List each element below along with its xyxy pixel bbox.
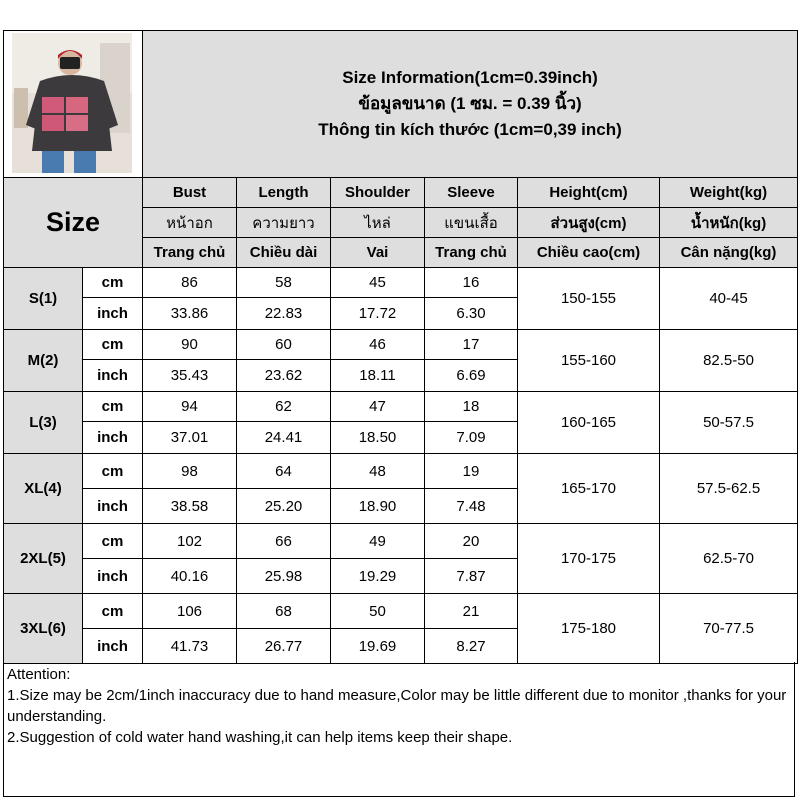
weight-range: 70-77.5 xyxy=(660,594,798,664)
sleeve-cm: 20 xyxy=(425,524,518,559)
col-header-bust-th: หน้าอก xyxy=(143,208,237,238)
attention-notes xyxy=(3,662,795,797)
length-cm: 68 xyxy=(237,594,331,629)
col-header-height-vi: Chiều cao(cm) xyxy=(518,238,660,268)
col-header-shoulder-vi: Vai xyxy=(331,238,425,268)
shoulder-inch: 19.29 xyxy=(331,559,425,594)
sleeve-cm: 18 xyxy=(425,392,518,422)
notes-line-2: 2.Suggestion of cold water hand washing,it can help items keep their shape. xyxy=(7,729,513,746)
col-header-bust: Bust xyxy=(143,178,237,208)
unit-inch: inch xyxy=(83,559,143,594)
length-inch: 25.98 xyxy=(237,559,331,594)
size-chart xyxy=(3,30,797,798)
unit-inch: inch xyxy=(83,489,143,524)
height-range: 155-160 xyxy=(518,330,660,392)
col-header-weight-th: น้ำหนัก(kg) xyxy=(660,208,798,238)
unit-cm: cm xyxy=(83,268,143,298)
size-heading: Size xyxy=(4,178,143,268)
bust-inch: 41.73 xyxy=(143,629,237,664)
sleeve-cm: 17 xyxy=(425,330,518,360)
bust-cm: 94 xyxy=(143,392,237,422)
bust-inch: 38.58 xyxy=(143,489,237,524)
table-row xyxy=(4,454,798,489)
product-photo-cell xyxy=(4,31,143,178)
table-row xyxy=(4,594,798,629)
weight-range: 40-45 xyxy=(660,268,798,330)
height-range: 170-175 xyxy=(518,524,660,594)
shoulder-inch: 18.90 xyxy=(331,489,425,524)
shoulder-cm: 45 xyxy=(331,268,425,298)
table-row xyxy=(4,392,798,422)
shoulder-inch: 17.72 xyxy=(331,298,425,330)
height-range: 150-155 xyxy=(518,268,660,330)
unit-cm: cm xyxy=(83,524,143,559)
col-header-length-vi: Chiều dài xyxy=(237,238,331,268)
size-label: 3XL(6) xyxy=(4,594,83,664)
col-header-sleeve-th: แขนเสื้อ xyxy=(425,208,518,238)
bust-cm: 98 xyxy=(143,454,237,489)
table-row xyxy=(4,268,798,298)
bust-cm: 86 xyxy=(143,268,237,298)
title-vietnamese: Thông tin kích thước (1cm=0,39 inch) xyxy=(318,120,622,139)
height-range: 160-165 xyxy=(518,392,660,454)
col-header-bust-vi: Trang chủ xyxy=(143,238,237,268)
sleeve-inch: 7.87 xyxy=(425,559,518,594)
unit-cm: cm xyxy=(83,454,143,489)
unit-inch: inch xyxy=(83,422,143,454)
unit-cm: cm xyxy=(83,330,143,360)
size-label: 2XL(5) xyxy=(4,524,83,594)
col-header-height-th: ส่วนสูง(cm) xyxy=(518,208,660,238)
weight-range: 62.5-70 xyxy=(660,524,798,594)
bust-inch: 33.86 xyxy=(143,298,237,330)
unit-cm: cm xyxy=(83,594,143,629)
height-range: 175-180 xyxy=(518,594,660,664)
col-header-shoulder: Shoulder xyxy=(331,178,425,208)
unit-cm: cm xyxy=(83,392,143,422)
height-range: 165-170 xyxy=(518,454,660,524)
weight-range: 57.5-62.5 xyxy=(660,454,798,524)
shoulder-inch: 18.50 xyxy=(331,422,425,454)
table-row xyxy=(4,330,798,360)
sleeve-inch: 6.30 xyxy=(425,298,518,330)
sleeve-inch: 7.09 xyxy=(425,422,518,454)
col-header-height: Height(cm) xyxy=(518,178,660,208)
unit-inch: inch xyxy=(83,360,143,392)
weight-range: 82.5-50 xyxy=(660,330,798,392)
shoulder-cm: 48 xyxy=(331,454,425,489)
shoulder-cm: 46 xyxy=(331,330,425,360)
length-inch: 22.83 xyxy=(237,298,331,330)
sleeve-cm: 21 xyxy=(425,594,518,629)
weight-range: 50-57.5 xyxy=(660,392,798,454)
shoulder-cm: 50 xyxy=(331,594,425,629)
size-table xyxy=(3,30,798,664)
notes-heading: Attention: xyxy=(7,666,71,683)
bust-cm: 102 xyxy=(143,524,237,559)
col-header-length: Length xyxy=(237,178,331,208)
col-header-weight: Weight(kg) xyxy=(660,178,798,208)
sleeve-inch: 7.48 xyxy=(425,489,518,524)
length-cm: 58 xyxy=(237,268,331,298)
shoulder-cm: 49 xyxy=(331,524,425,559)
sleeve-cm: 19 xyxy=(425,454,518,489)
sleeve-inch: 6.69 xyxy=(425,360,518,392)
bust-inch: 37.01 xyxy=(143,422,237,454)
bust-cm: 106 xyxy=(143,594,237,629)
size-label: S(1) xyxy=(4,268,83,330)
length-cm: 64 xyxy=(237,454,331,489)
size-label: L(3) xyxy=(4,392,83,454)
sleeve-cm: 16 xyxy=(425,268,518,298)
length-inch: 23.62 xyxy=(237,360,331,392)
unit-inch: inch xyxy=(83,298,143,330)
shoulder-inch: 19.69 xyxy=(331,629,425,664)
length-cm: 60 xyxy=(237,330,331,360)
bust-inch: 35.43 xyxy=(143,360,237,392)
bust-cm: 90 xyxy=(143,330,237,360)
length-cm: 66 xyxy=(237,524,331,559)
table-row xyxy=(4,524,798,559)
col-header-shoulder-th: ไหล่ xyxy=(331,208,425,238)
length-cm: 62 xyxy=(237,392,331,422)
title-thai: ข้อมูลขนาด (1 ซม. = 0.39 นิ้ว) xyxy=(358,94,582,113)
unit-inch: inch xyxy=(83,629,143,664)
col-header-weight-vi: Cân nặng(kg) xyxy=(660,238,798,268)
shoulder-cm: 47 xyxy=(331,392,425,422)
notes-line-1: 1.Size may be 2cm/1inch inaccuracy due to hand measure,Color may be little different due to monitor ,thanks for your understanding. xyxy=(7,687,787,725)
bust-inch: 40.16 xyxy=(143,559,237,594)
col-header-sleeve-vi: Trang chủ xyxy=(425,238,518,268)
col-header-length-th: ความยาว xyxy=(237,208,331,238)
title-block xyxy=(143,31,798,178)
sleeve-inch: 8.27 xyxy=(425,629,518,664)
length-inch: 24.41 xyxy=(237,422,331,454)
size-label: XL(4) xyxy=(4,454,83,524)
col-header-sleeve: Sleeve xyxy=(425,178,518,208)
title-english: Size Information(1cm=0.39inch) xyxy=(342,68,598,87)
length-inch: 25.20 xyxy=(237,489,331,524)
product-photo xyxy=(12,33,132,173)
shoulder-inch: 18.11 xyxy=(331,360,425,392)
size-label: M(2) xyxy=(4,330,83,392)
length-inch: 26.77 xyxy=(237,629,331,664)
